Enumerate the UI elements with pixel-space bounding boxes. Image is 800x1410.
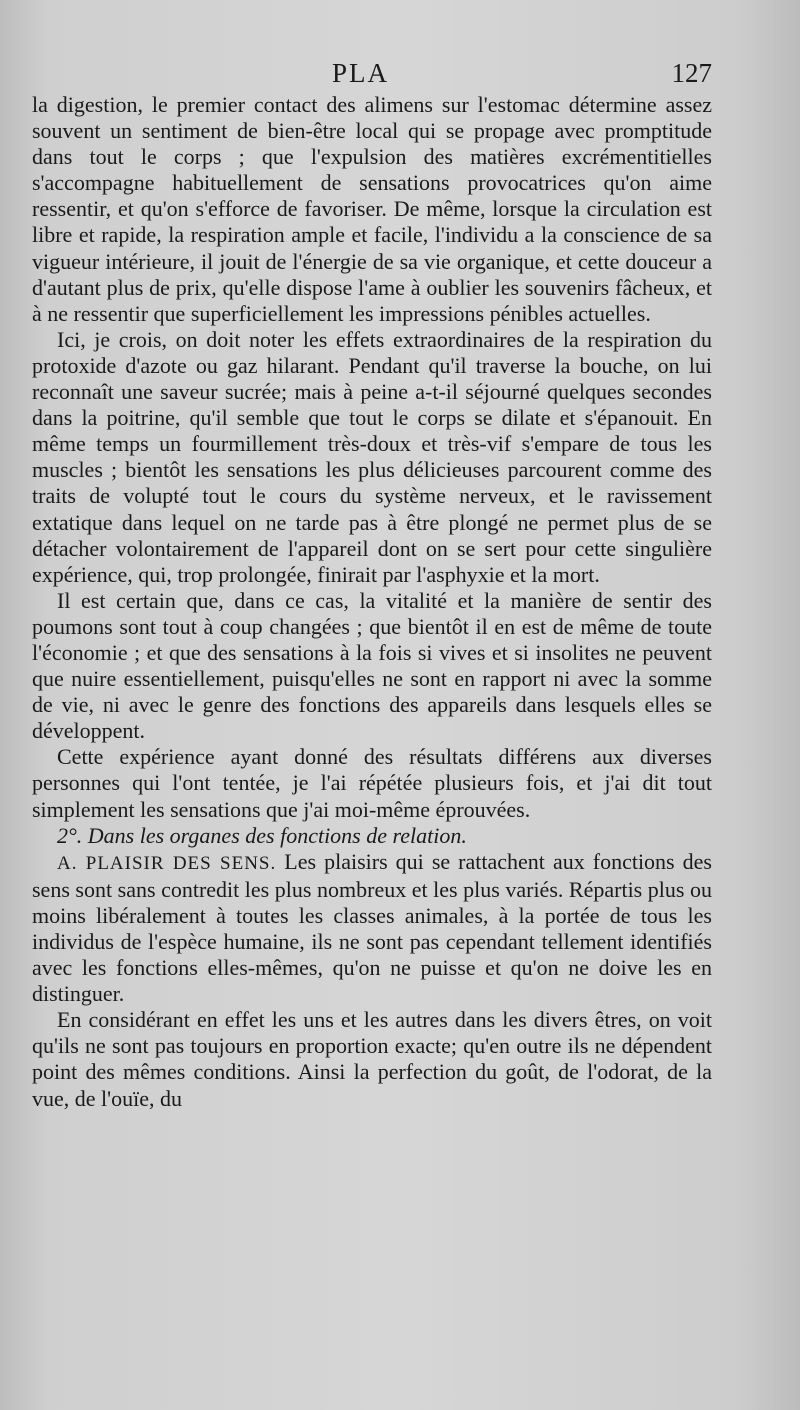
running-head: PLA xyxy=(332,58,390,88)
paragraph-1: la digestion, le premier contact des alimens sur l'estomac détermine assez souvent un sentiment de bien-être local qui se propage avec promptitude dans tout le corps ; que l'expulsion des matières excrémentitielles s'accompagne habituellement de sensations provocatrices qu'on aime ressentir, et qu'on s'efforce de favoriser. De même, lorsque la circulation est libre et rapide, la respiration ample et facile, l'individu a la conscience de sa vigueur intérieure, il jouit de l'énergie de sa vie organique, et cette douceur a d'autant plus de prix, qu'elle dispose l'ame à oublier les souvenirs fâcheux, et à ne ressentir que superficiellement les impressions pénibles actuelles. xyxy=(32,92,712,326)
subsection-text: Les plaisirs qui se rattachent aux fonctions des sens sont sans contredit les plus nombreux et les plus variés. Répartis plus ou moins libéralement à toutes les classes animales, à la portée de tous les individus de l'espèce humaine, ils ne sont pas cependant tellement identifiés avec les fonctions elles-mêmes, qu'on ne puisse et qu'on ne doive les en distinguer. xyxy=(32,848,712,1007)
subsection-paragraph xyxy=(32,849,712,1008)
body-text xyxy=(32,92,712,1112)
subsection-label: A. PLAISIR DES SENS. xyxy=(57,852,277,874)
paragraph-2: Ici, je crois, on doit noter les effets extraordinaires de la respiration du protoxide d'azote ou gaz hilarant. Pendant qu'il traverse la bouche, on lui reconnaît une saveur sucrée; mais à peine a-t-il séjourné quelques secondes dans la poitrine, qu'il semble que tout le corps se dilate et s'épanouit. En même temps un fourmillement très-doux et très-vif s'empare de tous les muscles ; bientôt les sensations les plus délicieuses parcourent comme des traits de volupté tout le cours du système nerveux, et le ravissement extatique dans lequel on ne tarde pas à être plongé ne permet plus de se détacher volontairement de l'appareil dont on se sert pour cette singulière expérience, qui, trop prolongée, finirait par l'asphyxie et la mort. xyxy=(32,326,712,587)
section-heading: 2°. Dans les organes des fonctions de relation. xyxy=(57,822,467,848)
paragraph-4: Cette expérience ayant donné des résultats différens aux diverses personnes qui l'ont tentée, je l'ai répétée plusieurs fois, et j'ai dit tout simplement les sensations que j'ai moi-même éprouvées. xyxy=(32,744,712,822)
paragraph-3: Il est certain que, dans ce cas, la vitalité et la manière de sentir des poumons sont tout à coup changées ; que bientôt il en est de même de toute l'économie ; et que des sensations à la fois si vives et si insolites ne peuvent que nuire essentiellement, puisqu'elles ne sont en rapport ni avec la somme de vie, ni avec le genre des fonctions des appareils dans lesquels elles se développent. xyxy=(32,587,712,744)
page-number: 127 xyxy=(671,58,712,88)
final-paragraph: En considérant en effet les uns et les autres dans les divers êtres, on voit qu'ils ne sont pas toujours en proportion exacte; qu'en outre ils ne dépendent point des mêmes conditions. Ainsi la perfection du goût, de l'odorat, de la vue, de l'ouïe, du xyxy=(32,1007,712,1111)
page-header xyxy=(32,56,712,92)
